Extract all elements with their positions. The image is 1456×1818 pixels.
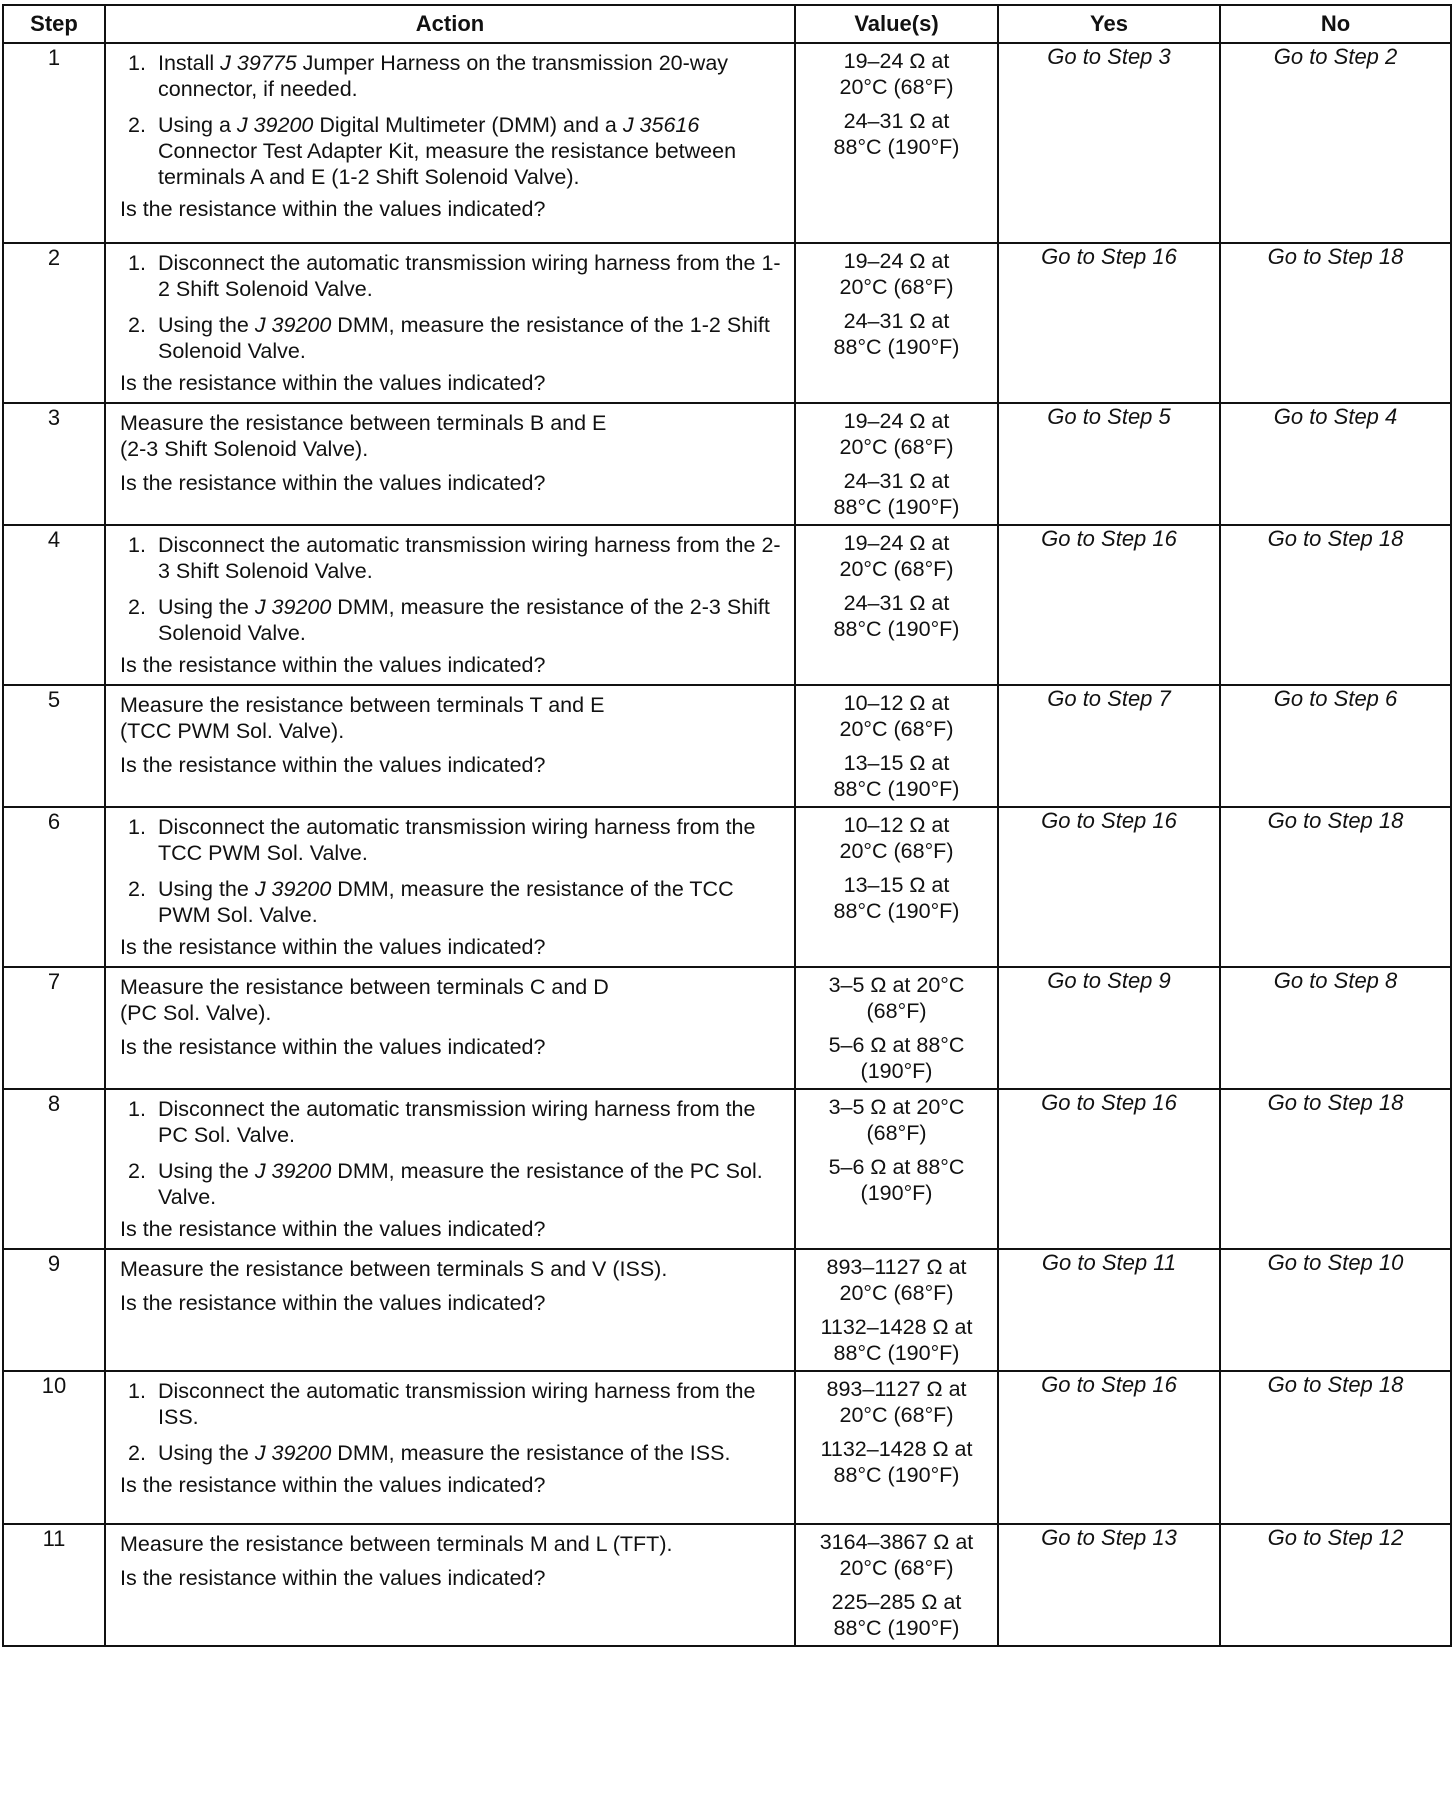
resistance-value: 13–15 Ω at 88°C (190°F)	[833, 751, 960, 801]
step-number: 5	[3, 685, 105, 807]
action-text: Connector Test Adapter Kit, measure the resistance between terminals A and E (1-2 Shift Solenoid Valve).	[158, 139, 737, 189]
action-cell	[105, 685, 795, 807]
resistance-value: 19–24 Ω at 20°C (68°F)	[839, 531, 954, 581]
resistance-value: 19–24 Ω at 20°C (68°F)	[839, 249, 954, 299]
resistance-value: 3164–3867 Ω at 20°C (68°F)	[819, 1530, 974, 1580]
table-row	[3, 1371, 1451, 1524]
action-text: Using the	[158, 877, 255, 901]
resistance-value: 3–5 Ω at 20°C (68°F)	[828, 973, 965, 1023]
values-cell	[795, 525, 998, 685]
action-step	[128, 1158, 784, 1210]
tool-reference: J 39200	[254, 313, 332, 337]
action-step-marker: 2.	[128, 113, 146, 137]
values-cell	[795, 243, 998, 403]
resistance-value: 225–285 Ω at 88°C (190°F)	[831, 1590, 962, 1640]
action-text: DMM, measure the resistance of the TCC PWM Sol. Valve.	[158, 877, 734, 927]
yes-branch: Go to Step 16	[998, 243, 1220, 403]
resistance-value: 24–31 Ω at 88°C (190°F)	[833, 469, 960, 519]
action-question: Is the resistance within the values indicated?	[120, 1217, 546, 1241]
table-row	[3, 967, 1451, 1089]
action-step	[128, 814, 784, 866]
action-question: Is the resistance within the values indicated?	[120, 197, 546, 221]
action-text: Using a	[158, 113, 237, 137]
header-row	[3, 5, 1451, 43]
yes-branch: Go to Step 9	[998, 967, 1220, 1089]
resistance-value: 5–6 Ω at 88°C (190°F)	[828, 1155, 965, 1205]
action-step-marker: 1.	[128, 1379, 146, 1403]
action-step	[128, 1440, 784, 1466]
values-cell	[795, 1089, 998, 1249]
step-number: 8	[3, 1089, 105, 1249]
table-row	[3, 243, 1451, 403]
action-cell	[105, 1249, 795, 1371]
action-cell	[105, 403, 795, 525]
values-cell	[795, 403, 998, 525]
action-step	[128, 50, 784, 102]
table-row	[3, 685, 1451, 807]
action-steps-list	[120, 1378, 784, 1466]
yes-branch: Go to Step 7	[998, 685, 1220, 807]
action-text: Measure the resistance between terminals B and E (2-3 Shift Solenoid Valve).	[120, 411, 607, 461]
step-number: 4	[3, 525, 105, 685]
resistance-value: 19–24 Ω at 20°C (68°F)	[839, 49, 954, 99]
resistance-value: 893–1127 Ω at 20°C (68°F)	[826, 1255, 967, 1305]
values-cell	[795, 1371, 998, 1524]
tool-reference: J 39200	[254, 1441, 332, 1465]
action-text: Disconnect the automatic transmission wiring harness from the TCC PWM Sol. Valve.	[158, 815, 756, 865]
step-number: 1	[3, 43, 105, 243]
yes-branch: Go to Step 16	[998, 807, 1220, 967]
no-branch: Go to Step 2	[1220, 43, 1451, 243]
action-step	[128, 876, 784, 928]
resistance-value: 19–24 Ω at 20°C (68°F)	[839, 409, 954, 459]
action-question: Is the resistance within the values indicated?	[120, 471, 546, 495]
table-row	[3, 1524, 1451, 1646]
diagnostic-table	[2, 4, 1452, 1647]
no-branch: Go to Step 18	[1220, 1089, 1451, 1249]
values-cell	[795, 1524, 998, 1646]
action-step	[128, 112, 784, 190]
action-question: Is the resistance within the values indicated?	[120, 1566, 546, 1590]
table-row	[3, 1249, 1451, 1371]
step-number: 3	[3, 403, 105, 525]
no-branch: Go to Step 18	[1220, 807, 1451, 967]
action-cell	[105, 807, 795, 967]
header-step: Step	[3, 5, 105, 43]
action-text: Digital Multimeter (DMM) and a	[313, 113, 623, 137]
action-question: Is the resistance within the values indicated?	[120, 753, 546, 777]
step-number: 11	[3, 1524, 105, 1646]
step-number: 9	[3, 1249, 105, 1371]
action-cell	[105, 1089, 795, 1249]
action-text: Disconnect the automatic transmission wiring harness from the 1-2 Shift Solenoid Valve.	[158, 251, 781, 301]
tool-reference: J 39200	[254, 1159, 332, 1183]
action-step	[128, 1096, 784, 1148]
action-steps-list	[120, 250, 784, 364]
no-branch: Go to Step 6	[1220, 685, 1451, 807]
action-text: Using the	[158, 595, 255, 619]
action-cell	[105, 967, 795, 1089]
resistance-value: 13–15 Ω at 88°C (190°F)	[833, 873, 960, 923]
action-text: Disconnect the automatic transmission wiring harness from the PC Sol. Valve.	[158, 1097, 756, 1147]
action-step-marker: 1.	[128, 815, 146, 839]
action-step	[128, 250, 784, 302]
yes-branch: Go to Step 5	[998, 403, 1220, 525]
table-row	[3, 403, 1451, 525]
action-steps-list	[120, 50, 784, 190]
action-step-marker: 1.	[128, 51, 146, 75]
resistance-value: 24–31 Ω at 88°C (190°F)	[833, 109, 960, 159]
action-step-marker: 2.	[128, 877, 146, 901]
action-text: DMM, measure the resistance of the 1-2 Shift Solenoid Valve.	[158, 313, 770, 363]
resistance-value: 10–12 Ω at 20°C (68°F)	[839, 691, 954, 741]
action-cell	[105, 243, 795, 403]
action-question: Is the resistance within the values indicated?	[120, 935, 546, 959]
yes-branch: Go to Step 16	[998, 1089, 1220, 1249]
resistance-value: 24–31 Ω at 88°C (190°F)	[833, 309, 960, 359]
table-row	[3, 525, 1451, 685]
action-text: Using the	[158, 313, 255, 337]
action-step-marker: 1.	[128, 251, 146, 275]
no-branch: Go to Step 10	[1220, 1249, 1451, 1371]
step-number: 10	[3, 1371, 105, 1524]
resistance-value: 24–31 Ω at 88°C (190°F)	[833, 591, 960, 641]
tool-reference: J 39200	[254, 595, 332, 619]
header-values: Value(s)	[795, 5, 998, 43]
action-text: Measure the resistance between terminals M and L (TFT).	[120, 1532, 673, 1556]
table-body	[3, 43, 1451, 1646]
action-question: Is the resistance within the values indicated?	[120, 1473, 546, 1497]
values-cell	[795, 43, 998, 243]
header-no: No	[1220, 5, 1451, 43]
action-question: Is the resistance within the values indicated?	[120, 371, 546, 395]
action-step-marker: 1.	[128, 533, 146, 557]
action-question: Is the resistance within the values indicated?	[120, 653, 546, 677]
action-cell	[105, 43, 795, 243]
no-branch: Go to Step 12	[1220, 1524, 1451, 1646]
yes-branch: Go to Step 16	[998, 525, 1220, 685]
yes-branch: Go to Step 11	[998, 1249, 1220, 1371]
table-row	[3, 807, 1451, 967]
no-branch: Go to Step 8	[1220, 967, 1451, 1089]
action-cell	[105, 1524, 795, 1646]
yes-branch: Go to Step 13	[998, 1524, 1220, 1646]
action-text: Disconnect the automatic transmission wiring harness from the ISS.	[158, 1379, 756, 1429]
no-branch: Go to Step 4	[1220, 403, 1451, 525]
table-row	[3, 1089, 1451, 1249]
action-text: DMM, measure the resistance of the PC Sol. Valve.	[158, 1159, 763, 1209]
action-text: Measure the resistance between terminals S and V (ISS).	[120, 1257, 668, 1281]
resistance-value: 893–1127 Ω at 20°C (68°F)	[826, 1377, 967, 1427]
resistance-value: 10–12 Ω at 20°C (68°F)	[839, 813, 954, 863]
resistance-value: 3–5 Ω at 20°C (68°F)	[828, 1095, 965, 1145]
action-steps-list	[120, 532, 784, 646]
no-branch: Go to Step 18	[1220, 1371, 1451, 1524]
no-branch: Go to Step 18	[1220, 243, 1451, 403]
action-cell	[105, 525, 795, 685]
action-step	[128, 594, 784, 646]
step-number: 6	[3, 807, 105, 967]
no-branch: Go to Step 18	[1220, 525, 1451, 685]
values-cell	[795, 967, 998, 1089]
action-step	[128, 312, 784, 364]
header-yes: Yes	[998, 5, 1220, 43]
action-text: Using the	[158, 1441, 255, 1465]
resistance-value: 1132–1428 Ω at 88°C (190°F)	[820, 1315, 973, 1365]
action-text: Measure the resistance between terminals T and E (TCC PWM Sol. Valve).	[120, 693, 605, 743]
tool-reference: J 39200	[254, 877, 332, 901]
action-text: Install	[158, 51, 221, 75]
action-text: Using the	[158, 1159, 255, 1183]
action-step-marker: 2.	[128, 1441, 146, 1465]
action-text: Measure the resistance between terminals C and D (PC Sol. Valve).	[120, 975, 609, 1025]
action-step-marker: 2.	[128, 595, 146, 619]
resistance-value: 1132–1428 Ω at 88°C (190°F)	[820, 1437, 973, 1487]
action-step-marker: 2.	[128, 313, 146, 337]
action-text: Jumper Harness on the transmission 20-way connector, if needed.	[158, 51, 729, 101]
yes-branch: Go to Step 16	[998, 1371, 1220, 1524]
action-text: DMM, measure the resistance of the ISS.	[331, 1441, 731, 1465]
action-step	[128, 1378, 784, 1430]
action-steps-list	[120, 1096, 784, 1210]
yes-branch: Go to Step 3	[998, 43, 1220, 243]
action-text: Disconnect the automatic transmission wiring harness from the 2-3 Shift Solenoid Valve.	[158, 533, 781, 583]
action-cell	[105, 1371, 795, 1524]
header-action: Action	[105, 5, 795, 43]
tool-reference: J 39200	[236, 113, 314, 137]
values-cell	[795, 685, 998, 807]
values-cell	[795, 1249, 998, 1371]
action-question: Is the resistance within the values indicated?	[120, 1291, 546, 1315]
resistance-value: 5–6 Ω at 88°C (190°F)	[828, 1033, 965, 1083]
table-row	[3, 43, 1451, 243]
tool-reference: J 39775	[220, 51, 297, 75]
action-step-marker: 1.	[128, 1097, 146, 1121]
action-text: DMM, measure the resistance of the 2-3 Shift Solenoid Valve.	[158, 595, 770, 645]
action-step-marker: 2.	[128, 1159, 146, 1183]
step-number: 7	[3, 967, 105, 1089]
action-question: Is the resistance within the values indicated?	[120, 1035, 546, 1059]
step-number: 2	[3, 243, 105, 403]
action-step	[128, 532, 784, 584]
values-cell	[795, 807, 998, 967]
tool-reference: J 35616	[622, 113, 700, 137]
action-steps-list	[120, 814, 784, 928]
